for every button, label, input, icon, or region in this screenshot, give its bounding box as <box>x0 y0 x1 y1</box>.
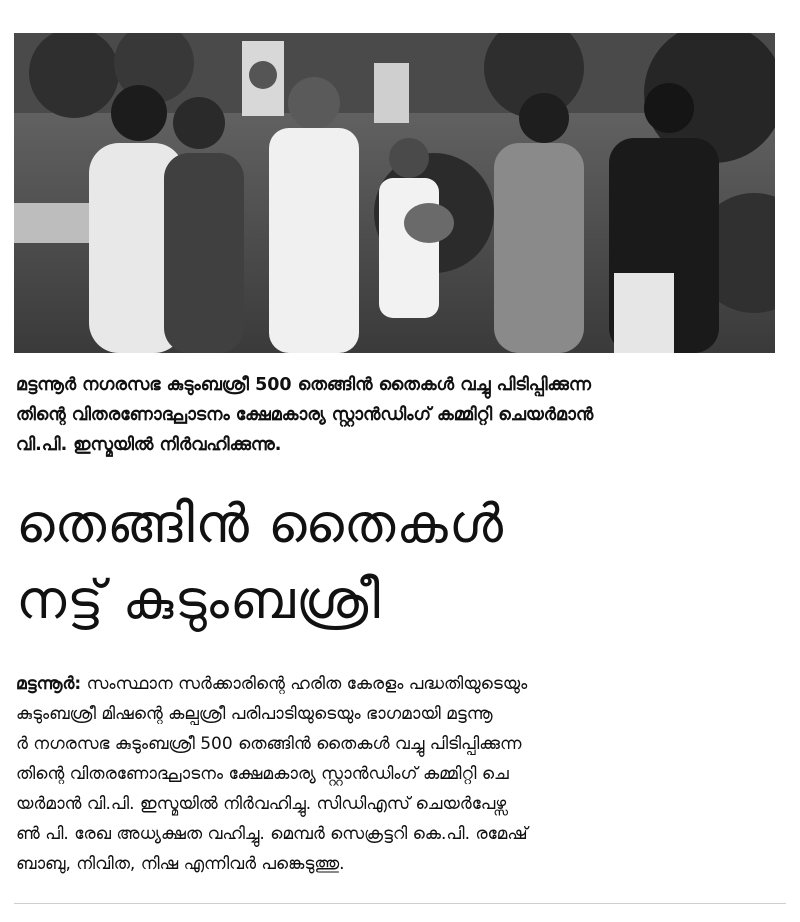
headline-line-2: നട്ട് കുടുംബശ്രീ <box>16 568 381 631</box>
article-body <box>16 669 786 879</box>
bottom-divider <box>14 903 786 904</box>
body-line: തിന്റെ വിതരണോദ്ഘാടനം ക്ഷേമകാര്യ സ്റ്റാൻഡിംഗ് കമ്മിറ്റി ചെ <box>16 764 509 784</box>
article-headline <box>16 486 781 638</box>
caption-line: മട്ടന്നൂർ നഗരസഭ കുടുംബശ്രീ 500 തെങ്ങിൻ തൈകൾ വച്ചു പിടിപ്പിക്കുന്ന <box>16 375 591 395</box>
caption-line: വി.പി. ഇസ്മയിൽ നിർവഹിക്കുന്നു. <box>16 435 282 455</box>
body-line: ർ നഗരസഭ കുടുംബശ്രീ 500 തെങ്ങിൻ തൈകൾ വച്ചു പിടിപ്പിക്കുന്ന <box>16 734 522 754</box>
body-first-line-text: സംസ്ഥാന സർക്കാരിന്റെ ഹരിത കേരളം പദ്ധതിയുടെയും <box>81 674 528 694</box>
caption-line: തിന്റെ വിതരണോദ്ഘാടനം ക്ഷേമകാര്യ സ്റ്റാൻഡിംഗ് കമ്മിറ്റി ചെയർമാൻ <box>16 405 594 425</box>
coconut-seedling-distribution-photo <box>14 33 775 353</box>
photo-caption <box>16 370 781 460</box>
body-line <box>16 669 786 699</box>
body-line: ൺ പി. രേഖ അധ്യക്ഷത വഹിച്ചു. മെമ്പർ സെക്രട്ടറി കെ.പി. രമേഷ് <box>16 824 528 844</box>
headline-line-1: തെങ്ങിൻ തൈകൾ <box>16 492 505 555</box>
body-line: ബാബു, നിവിത, നിഷ എന്നിവർ പങ്കെടുത്തു. <box>16 854 345 874</box>
body-line: കുടുംബശ്രീ മിഷന്റെ കല്പശ്രീ പരിപാടിയുടെയും ഭാഗമായി മട്ടന്നൂ <box>16 704 493 724</box>
dateline: മട്ടന്നൂർ: <box>16 674 82 694</box>
news-photo <box>14 33 775 353</box>
body-line: യർമാൻ വി.പി. ഇസ്മയിൽ നിർവഹിച്ചു. സിഡിഎസ് ചെയർപേഴ്സ <box>16 794 507 814</box>
